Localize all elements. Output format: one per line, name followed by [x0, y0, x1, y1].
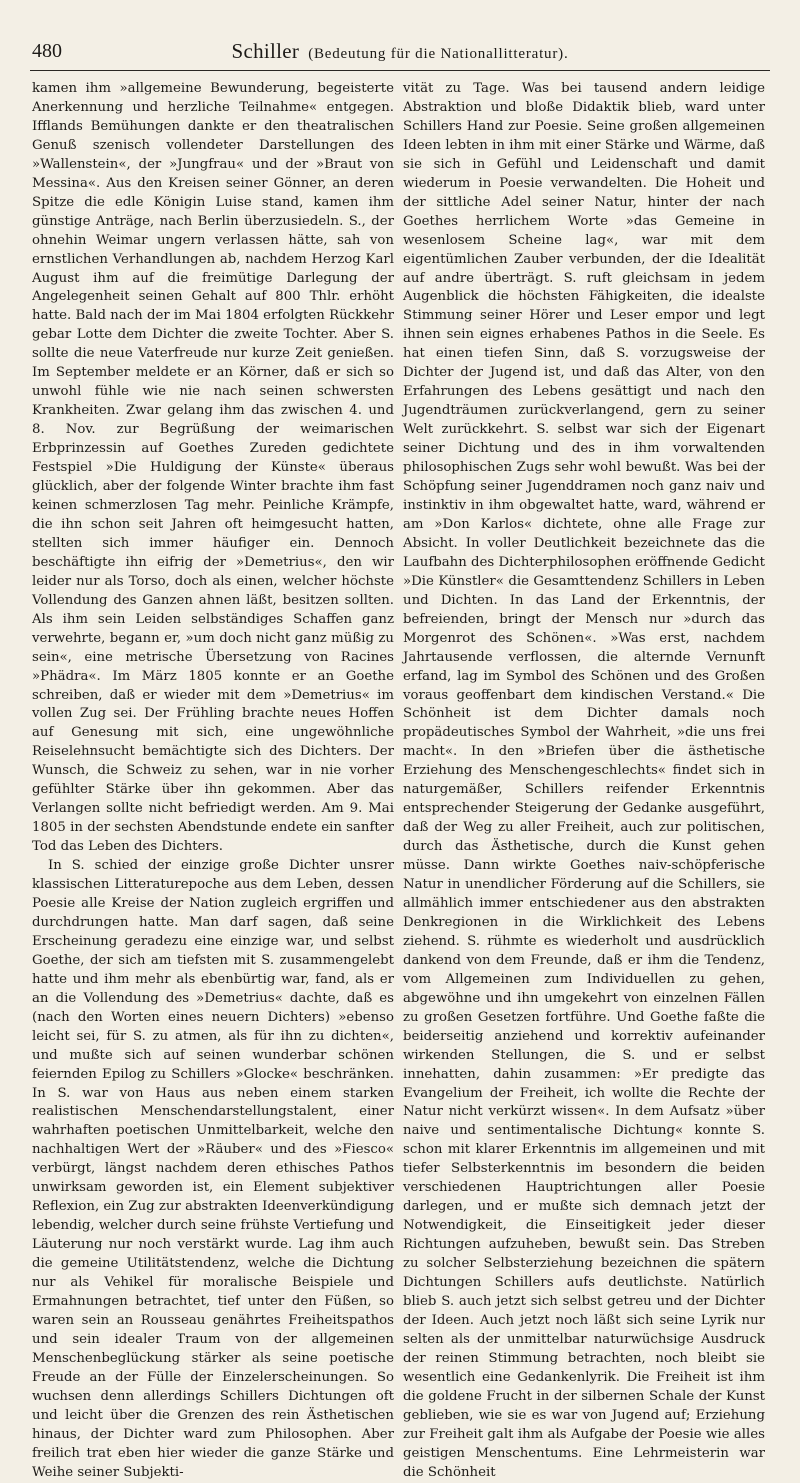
page-header — [30, 38, 770, 71]
left-column — [32, 80, 394, 1483]
page-number: 480 — [32, 40, 62, 62]
running-title-subtitle: (Bedeutung für die Nationallitteratur). — [308, 46, 569, 62]
paragraph: kamen ihm »allgemeine Bewunderung, begeisterte Anerkennung und herzliche Teilnahme« entgegen. Ifflands Bemühungen dankte er den theatralischen Genuß szenisch vollendeter Darstellungen des »Wallenstein«, der »Jungfrau« und der »Braut von Messina«. Aus den Kreisen seiner Gönner, an deren Spitze die edle Königin Luise stand, kamen ihm günstige Anträge, nach Berlin überzusiedeln. S., der ohnehin Weimar ungern verlassen hätte, sah von ernstlichen Verhandlungen ab, nachdem Herzog Karl August ihm auf die freimütige Darlegung der Angelegenheit seinen Gehalt auf 800 Thlr. erhöht hatte. Bald nach der im Mai 1804 erfolgten Rückkehr gebar Lotte dem Dichter die zweite Tochter. Aber S. sollte die neue Vaterfreude nur kurze Zeit genießen. Im September meldete er an Körner, daß er sich so unwohl fühle wie nie nach seinen schwersten Krankheiten. Zwar gelang ihm das zwischen 4. und 8. Nov. zur Begrüßung der weimarischen Erbprinzessin auf Goethes Zureden gedichtete Festspiel »Die Huldigung der Künste« überaus glücklich, aber der folgende Winter brachte ihm fast keinen schmerzlosen Tag mehr. Peinliche Krämpfe, die ihn schon seit Jahren oft heimgesucht hatten, stellten sich immer häufiger ein. Dennoch beschäftigte ihn eifrig der »Demetrius«, den wir leider nur als Torso, doch als einen, welcher höchste Vollendung des Ganzen ahnen läßt, besitzen sollten. Als ihm sein Leiden selbständiges Schaffen ganz verwehrte, begann er, »um doch nicht ganz müßig zu sein«, eine metrische Übersetzung von Racines »Phädra«. Im März 1805 konnte er an Goethe schreiben, daß er wieder mit dem »Demetrius« im vollen Zug sei. Der Frühling brachte neues Hoffen auf Genesung mit sich, eine ungewöhnliche Reiselehnsucht bemächtigte sich des Dichters. Der Wunsch, die Schweiz zu sehen, war in nie vorher gefühlter Stärke über ihn gekommen. Aber das Verlangen sollte nicht befriedigt werden. Am 9. Mai 1805 in der sechsten Abendstunde endete ein sanfter Tod das Leben des Dichters. — [32, 81, 394, 855]
paragraph: In S. schied der einzige große Dichter unsrer klassischen Litteraturepoche aus dem Leben, dessen Poesie alle Kreise der Nation zugleich ergriffen und durchdrungen hatte. Man darf sagen, daß seine Erscheinung geradezu eine einzige war, und selbst Goethe, der sich am tiefsten mit S. zusammengelebt hatte und ihm mehr als ebenbürtig war, fand, als er an die Vollendung des »Demetrius« dachte, daß es (nach den Worten eines neuern Dichters) »ebenso leicht sei, für S. zu atmen, als für ihn zu dichten«, und mußte sich auf seinen wunderbar schönen feiernden Epilog zu Schillers »Glocke« beschränken. In S. war von Haus aus neben einem starken realistischen Menschendarstellungstalent, einer wahrhaften poetischen Unmittelbarkeit, welche den nachhaltigen Wert der »Räuber« und des »Fiesco« verbürgt, längst nachdem deren ethisches Pathos unwirksam geworden ist, ein Element subjektiver Reflexion, ein Zug zur abstrakten Ideenverkündigung lebendig, welcher durch seine frühste Vertiefung und Läuterung nur noch verstärkt wurde. Lag ihm auch die gemeine Utilitätstendenz, welche die Dichtung nur als Vehikel für moralische Beispiele und Ermahnungen betrachtet, tief unter den Füßen, so waren sein an Rousseau genährtes Freiheitspathos und sein idealer Traum von der allgemeinen Menschenbeglückung stärker als seine poetische Freude an der Fülle der Einzelerscheinungen. So wuchsen denn allerdings Schillers Dichtungen oft und leicht über die Grenzen des rein Ästhetischen hinaus, der Dichter ward zum Philosophen. Aber freilich trat eben hier wieder die ganze Stärke und Weihe seiner Subjekti- — [32, 858, 394, 1480]
running-title-main: Schiller — [231, 39, 300, 63]
right-column — [403, 80, 765, 1483]
running-title — [30, 38, 770, 67]
paragraph: vität zu Tage. Was bei tausend andern leidige Abstraktion und bloße Didaktik blieb, ward unter Schillers Hand zur Poesie. Seine großen allgemeinen Ideen lebten in ihm mit einer Stärke und Wärme, daß sie sich in Gefühl und Leidenschaft und damit wiederum in Poesie verwandelten. Die Hoheit und der sittliche Adel seiner Natur, hinter der nach Goethes herrlichem Worte »das Gemeine in wesenlosem Scheine lag«, war mit dem eigentümlichen Zauber verbunden, der die Idealität auf andre überträgt. S. ruft gleichsam in jedem Augenblick die höchsten Fähigkeiten, die idealste Stimmung seiner Hörer und Leser empor und legt ihnen sein eignes erhabenes Pathos in die Seele. Es hat einen tiefen Sinn, daß S. vorzugsweise der Dichter der Jugend ist, und daß das Alter, von den Erfahrungen des Lebens gesättigt und nach den Jugendträumen zurückverlangend, gern zu seiner Welt zurückkehrt. S. selbst war sich der Eigenart seiner Dichtung und des in ihm vorwaltenden philosophischen Zugs sehr wohl bewußt. Was bei der Schöpfung seiner Jugenddramen noch ganz naiv und instinktiv in ihm obgewaltet hatte, ward, während er am »Don Karlos« dichtete, ohne alle Frage zur Absicht. In voller Deutlichkeit bezeichnete das die Laufbahn des Dichterphilosophen eröffnende Gedicht »Die Künstler« die Gesamttendenz Schillers in Leben und Dichten. In das Land der Erkenntnis, der befreienden, bringt der Mensch nur »durch das Morgenrot des Schönen«. »Was erst, nachdem Jahrtausende verflossen, die alternde Vernunft erfand, lag im Symbol des Schönen und des Großen voraus geoffenbart dem kindischen Verstand.« Die Schönheit ist dem Dichter damals noch propädeutisches Symbol der Wahrheit, »die uns frei macht«. In den »Briefen über die ästhetische Erziehung des Menschengeschlechts« findet sich in naturgemäßer, Schillers reifender Erkenntnis entsprechender Steigerung der Gedanke ausgeführt, daß der Weg zu aller Freiheit, auch zur politischen, durch das Ästhetische, durch die Kunst gehen müsse. Dann wirkte Goethes naiv-schöpferische Natur in unendlicher Förderung auf die Schillers, sie allmählich immer entschiedener aus den abstrakten Denkregionen in die Wirklichkeit des Lebens ziehend. S. rühmte es wiederholt und ausdrücklich dankend von dem Freunde, daß er ihm die Tendenz, vom Allgemeinen zum Individuellen zu gehen, abgewöhne und ihn umgekehrt von einzelnen Fällen zu großen Gesetzen fortführe. Und Goethe faßte die beiderseitig anziehend und korrektiv aufeinander wirkenden Stellungen, die S. und er selbst innehatten, dahin zusammen: »Er predigte das Evangelium der Freiheit, ich wollte die Rechte der Natur nicht verkürzt wissen«. In dem Aufsatz »über naive und sentimentalische Dichtung« konnte S. schon mit klarer Erkenntnis im allgemeinen und mit tiefer Selbsterkenntnis im besondern die beiden verschiedenen Hauptrichtungen aller Poesie darlegen, und er mußte sich demnach jetzt der Notwendigkeit, die Einseitigkeit jeder dieser Richtungen aufzuheben, bewußt sein. Das Streben zu solcher Selbsterziehung bezeichnen die spätern Dichtungen Schillers aufs deutlichste. Natürlich blieb S. auch jetzt sich selbst getreu und der Dichter der Ideen. Auch jetzt noch läßt sich seine Lyrik nur selten als der unmittelbar naturwüchsige Ausdruck der reinen Stimmung betrachten, noch bleibt sie wesentlich eine Gedankenlyrik. Die Freiheit ist ihm die goldene Frucht in der silbernen Schale der Kunst geblieben, wie sie es war von Jugend auf; Erziehung zur Freiheit galt ihm als Aufgabe der Poesie wie alles geistigen Menschentums. Eine Lehrmeisterin war die Schönheit — [403, 81, 766, 1480]
